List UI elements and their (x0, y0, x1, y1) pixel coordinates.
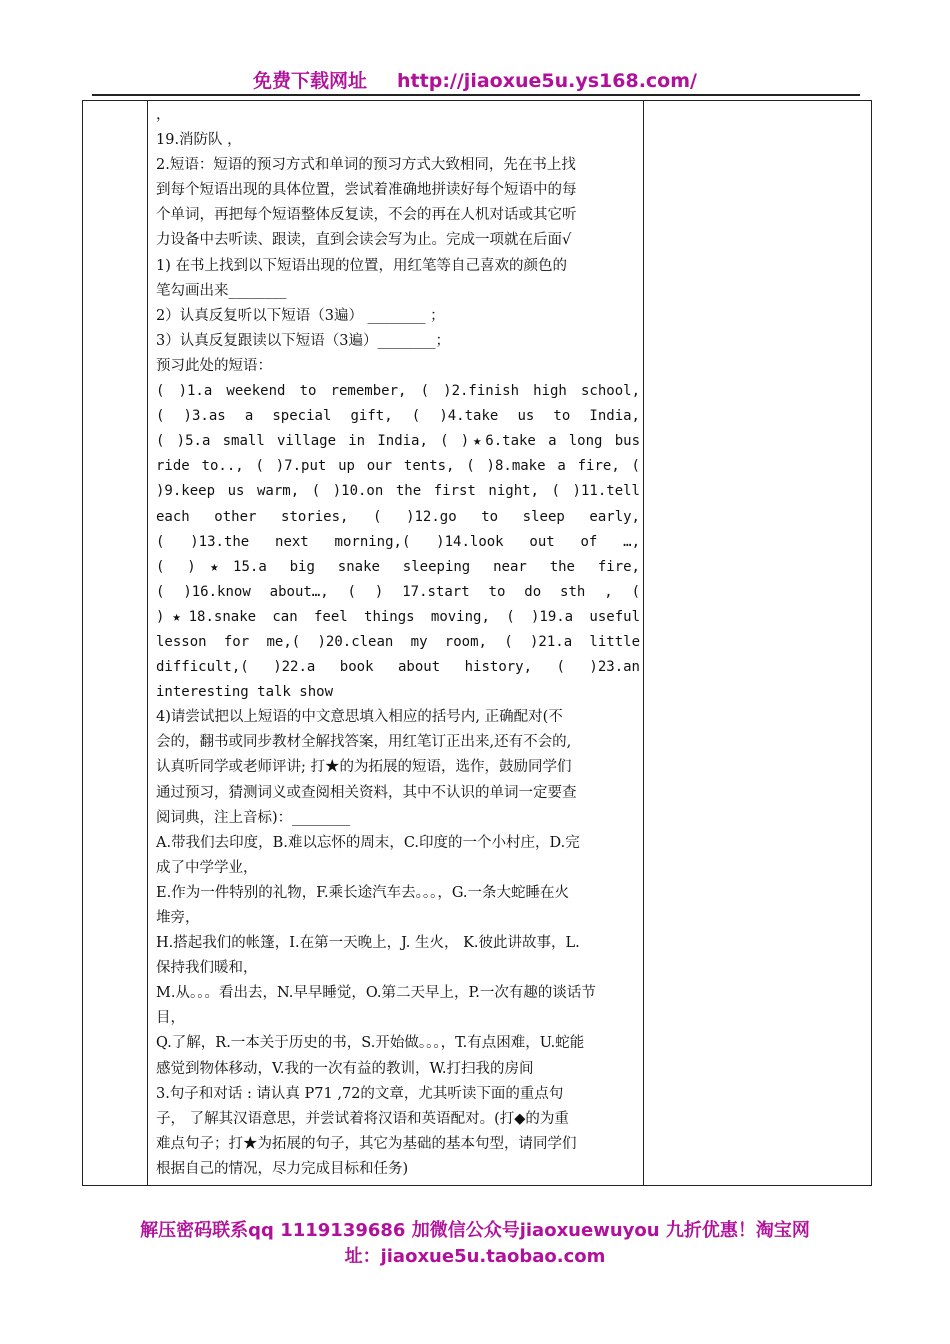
notes-column-cell (643, 101, 871, 1185)
content-line: ( )1.a weekend to remember, ( )2.finish high school, (156, 383, 640, 400)
content-line: 个单词，再把每个短语整体反复读，不会的再在人机对话或其它听 (156, 207, 577, 224)
content-line: 到每个短语出现的具体位置，尝试着准确地拼读好每个短语中的每 (156, 182, 577, 199)
content-line: 19.消防队 ， (156, 132, 242, 149)
content-cell (156, 103, 640, 1182)
content-line: ( )13.the next morning,( )14.look out of …, (156, 533, 640, 550)
content-line: 阅词典，注上音标)：________ (156, 809, 351, 826)
content-line: lesson for me,( )20.clean my room, ( )21.a little (156, 633, 640, 650)
content-line: 力设备中去听读、跟读，直到会读会写为止。完成一项就在后面√ (156, 232, 572, 249)
content-line: E.作为一件特别的礼物，F.乘长途汽车去。。。，G.一条大蛇睡在火 (156, 884, 570, 901)
content-line: 4)请尝试把以上短语的中文意思填入相应的括号内, 正确配对(不 (156, 709, 563, 726)
content-line: 2）认真反复听以下短语（3遍） ________ ； (156, 307, 445, 324)
header-label: 免费下载网址 (253, 70, 368, 92)
content-line: )9.keep us warm, ( )10.on the first night, ( )11.tell (156, 483, 640, 500)
content-line: difficult,( )22.a book about history, ( )23.an (156, 659, 640, 676)
content-line: ride to.., ( )7.put up our tents, ( )8.make a fire, ( (156, 458, 640, 475)
header-divider (92, 94, 860, 96)
content-line: H.搭起我们的帐篷，I.在第一天晚上，J. 生火， K.彼此讲故事，L. (156, 935, 580, 952)
content-line: 笔勾画出来________ (156, 282, 287, 299)
content-line: 1) 在书上找到以下短语出现的位置，用红笔等自己喜欢的颜色的 (156, 257, 567, 274)
content-line: ， (156, 107, 171, 123)
content-line: Q.了解，R.一本关于历史的书，S.开始做。。。，T.有点困难，U.蛇能 (156, 1035, 585, 1052)
footer-contact-line: 解压密码联系qq 1119139686 加微信公众号jiaoxuewuyou 九折优惠！淘宝网 (140, 1220, 810, 1241)
content-line: ( )16.know about…, ( ) 17.start to do sth , ( (156, 583, 640, 600)
content-line: 难点句子；打★为拓展的句子，其它为基础的基本句型，请同学们 (156, 1135, 577, 1152)
content-line: ( )5.a small village in India, ( )★6.take a long bus (156, 433, 640, 450)
page-header (0, 66, 950, 93)
content-line: 预习此处的短语： (156, 357, 272, 374)
left-column-cell (83, 101, 148, 1185)
content-line: 堆旁， (156, 910, 200, 926)
content-line: M.从。。。看出去，N.早早睡觉，O.第二天早上，P.一次有趣的谈话节 (156, 985, 596, 1002)
content-line: each other stories, ( )12.go to sleep early, (156, 508, 640, 525)
content-line: A.带我们去印度，B.难以忘怀的周末，C.印度的一个小村庄，D.完 (156, 834, 580, 851)
content-line: interesting talk show (156, 684, 334, 701)
content-line: 目， (156, 1010, 185, 1027)
content-line: 认真听同学或老师评讲; 打★的为拓展的短语，选作，鼓励同学们 (156, 759, 572, 776)
content-line: 保持我们暖和， (156, 960, 258, 977)
header-url-link[interactable]: http://jiaoxue5u.ys168.com/ (397, 70, 697, 92)
content-line: 3）认真反复跟读以下短语（3遍）________； (156, 332, 450, 349)
content-line: ( )3.as a special gift, ( )4.take us to India, (156, 408, 640, 425)
footer-shop-url[interactable]: 址：jiaoxue5u.taobao.com (344, 1246, 606, 1267)
content-line: 通过预习，猜测词义或查阅相关资料，其中不认识的单词一定要查 (156, 784, 577, 801)
worksheet-table (82, 100, 872, 1186)
content-line: 成了中学学业， (156, 859, 258, 876)
content-line: 感觉到物体移动，V.我的一次有益的教训，W.打扫我的房间 (156, 1060, 534, 1077)
content-line: 3.句子和对话 : 请认真 P71 ,72的文章，尤其听读下面的重点句 (156, 1085, 564, 1102)
content-line: ( )★15.a big snake sleeping near the fire, (156, 558, 640, 575)
content-line: )★18.snake can feel things moving, ( )19.a useful (156, 608, 640, 625)
content-line: 子， 了解其汉语意思，并尝试着将汉语和英语配对。(打◆的为重 (156, 1110, 569, 1127)
content-line: 根据自己的情况，尽力完成目标和任务) (156, 1160, 409, 1177)
content-line: 会的，翻书或同步教材全解找答案，用红笔订正出来,还有不会的, (156, 734, 572, 751)
content-line: 2.短语：短语的预习方式和单词的预习方式大致相同，先在书上找 (156, 157, 576, 174)
page-footer (0, 1218, 950, 1270)
